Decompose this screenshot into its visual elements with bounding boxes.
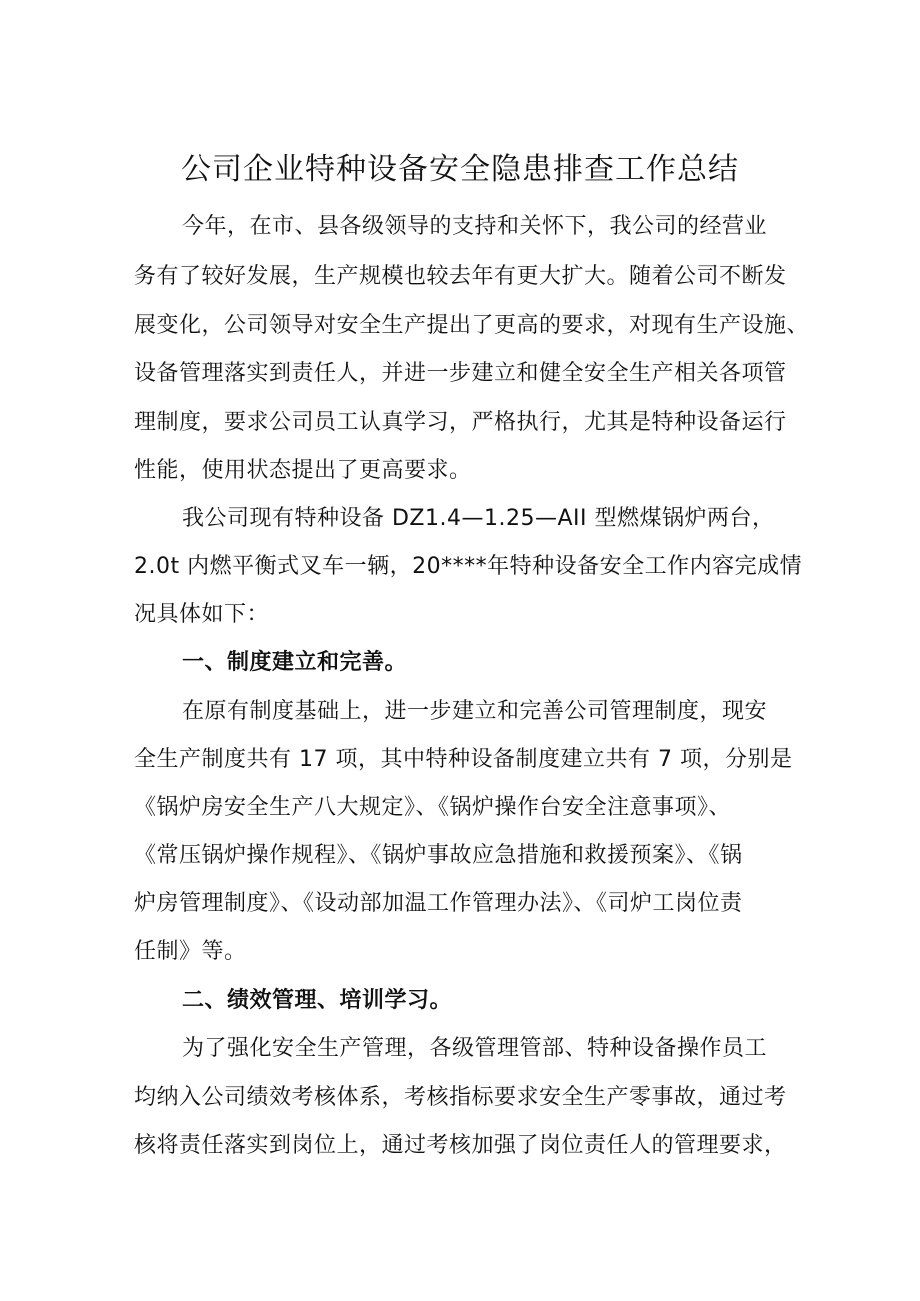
paragraph-line: 核将责任落实到岗位上，通过考核加强了岗位责任人的管理要求， (134, 1133, 787, 1158)
paragraph-line: 2.0t 内燃平衡式叉车一辆，20****年特种设备安全工作内容完成情 (134, 554, 803, 579)
paragraph-line: 全生产制度共有 17 项，其中特种设备制度建立共有 7 项，分别是 (134, 747, 793, 772)
paragraph-line: 务有了较好发展，生产规模也较去年有更大扩大。随着公司不断发 (134, 264, 787, 289)
paragraph-line: 展变化，公司领导对安全生产提出了更高的要求，对现有生产设施、 (134, 313, 810, 338)
document-title: 公司企业特种设备安全隐患排查工作总结 (181, 152, 739, 187)
paragraph-line: 炉房管理制度》、《设动部加温工作管理办法》、《司炉工岗位责 (134, 891, 743, 916)
section-heading: 二、绩效管理、培训学习。 (182, 988, 453, 1013)
paragraph-line: 均纳入公司绩效考核体系，考核指标要求安全生产零事故，通过考 (134, 1085, 787, 1110)
paragraph-line: 我公司现有特种设备 DZ1.4—1.25—AII 型燃煤锅炉两台， (182, 506, 775, 531)
paragraph-line: 《常压锅炉操作规程》、《锅炉事故应急措施和救援预案》、《锅 (134, 843, 743, 868)
paragraph-line: 《锅炉房安全生产八大规定》、《锅炉操作台安全注意事项》、 (134, 795, 732, 820)
paragraph-line: 为了强化安全生产管理，各级管理管部、特种设备操作员工 (182, 1036, 768, 1061)
section-heading: 一、制度建立和完善。 (182, 650, 408, 675)
paragraph-line: 性能，使用状态提出了更高要求。 (134, 458, 472, 483)
paragraph-line: 任制》等。 (134, 939, 247, 964)
paragraph-line: 今年，在市、县各级领导的支持和关怀下，我公司的经营业 (182, 214, 768, 239)
paragraph-line: 在原有制度基础上，进一步建立和完善公司管理制度，现安 (182, 699, 768, 724)
paragraph-line: 况具体如下： (134, 602, 270, 627)
paragraph-line: 设备管理落实到责任人，并进一步建立和健全安全生产相关各项管 (134, 361, 787, 386)
paragraph-line: 理制度，要求公司员工认真学习，严格执行，尤其是特种设备运行 (134, 410, 787, 435)
